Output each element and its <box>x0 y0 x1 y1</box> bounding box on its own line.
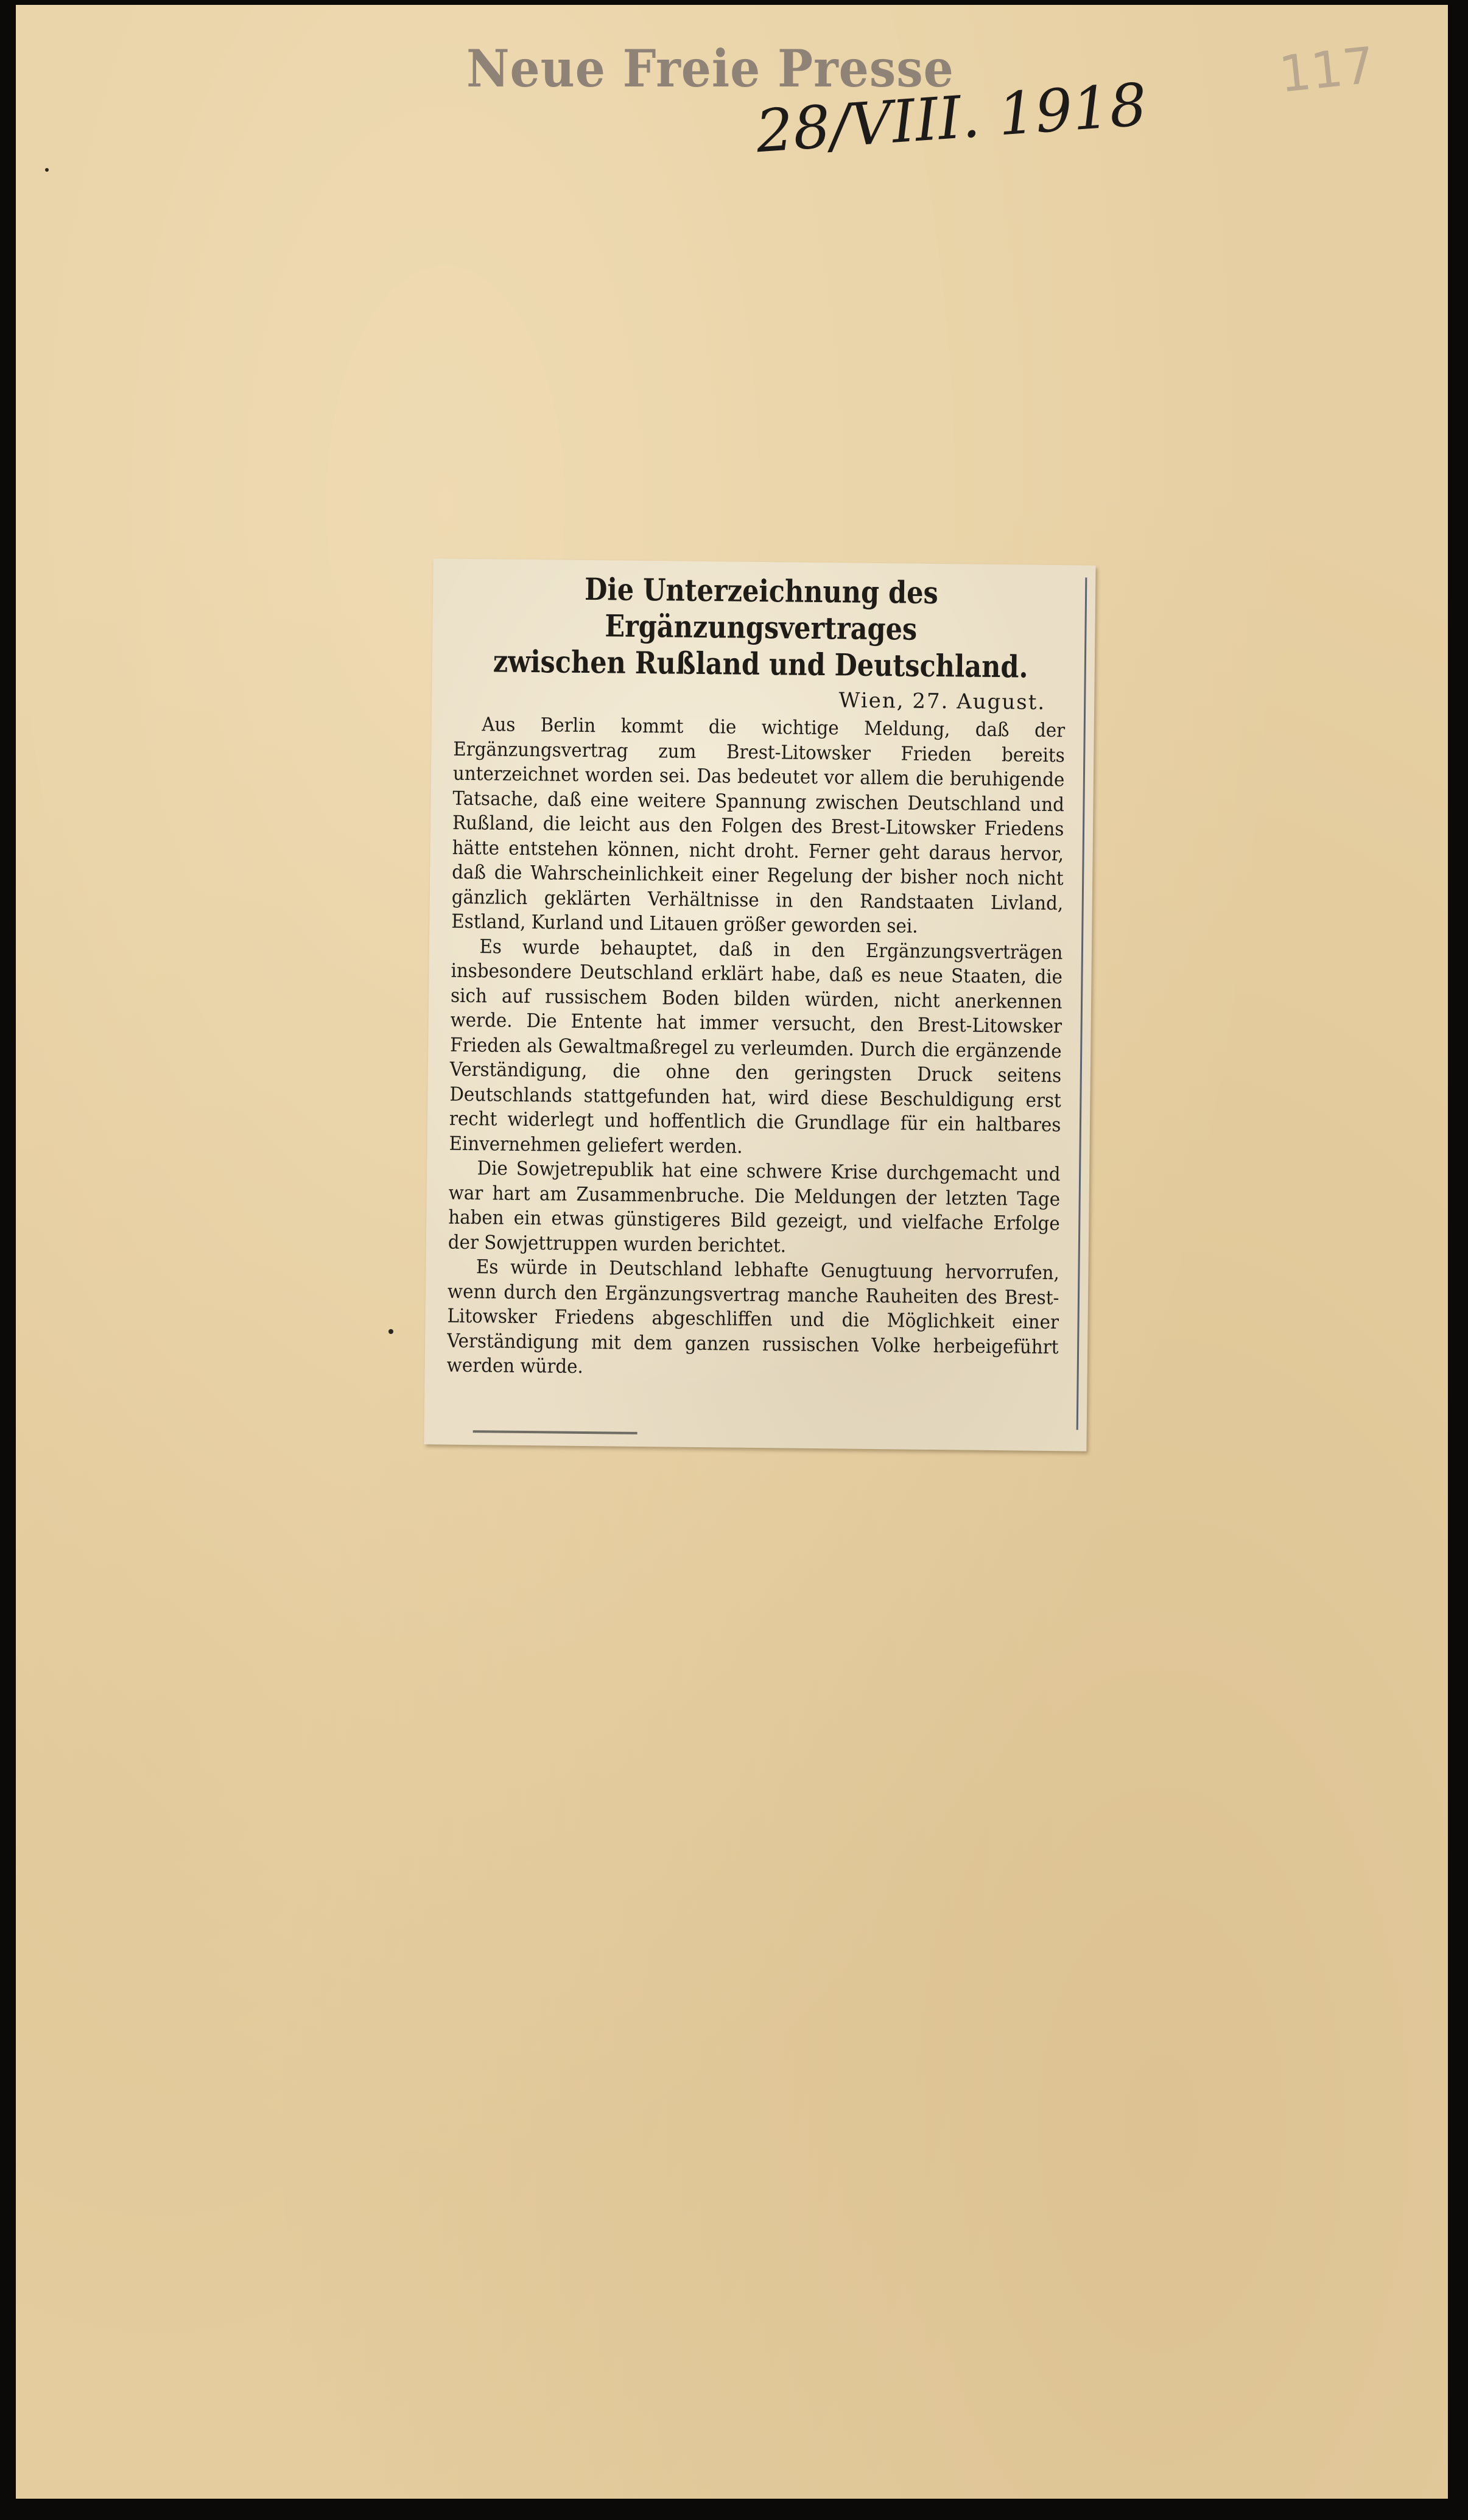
article-end-rule <box>473 1430 637 1434</box>
ink-speck <box>388 1329 393 1334</box>
article-paragraph-3: Die Sowjetrepublik hat eine schwere Krise durchgemacht und war hart am Zusammenbruche. Die Meldungen der letzten Tage haben ein etwas günstigeres Bild gezeigt, und vielfache Erfolge der Sowjettruppen wurden berichtet. <box>448 1157 1061 1257</box>
article-body <box>425 709 1094 1385</box>
headline-line-1: Die Unterzeichnung des Ergänzungsvertrages <box>584 570 939 647</box>
handwritten-date: 28/VIII. 1918 <box>753 70 1150 166</box>
ink-speck <box>45 168 49 172</box>
article-dateline: Wien, 27. August. <box>838 688 1046 715</box>
newspaper-clipping <box>424 558 1095 1451</box>
article-paragraph-2: Es wurde behauptet, daß in den Ergänzungsverträgen insbesondere Deutschland erklärt habe, daß es neue Staaten, die sich auf russischem Boden bilden würden, nicht anerkennen werde. Die Entente hat immer versucht, den Brest-Litowsker Frieden als Gewaltmaßregel zu verleumden. Durch die ergänzende Verständigung, die ohne den geringsten Druck seitens Deutschlands stattgefunden hat, wird diese Beschuldigung erst recht widerlegt und hoffentlich die Grundlage für ein haltbares Einvernehmen geliefert werden. <box>449 935 1063 1158</box>
archive-sheet <box>16 5 1448 2499</box>
article-headline <box>457 559 1060 686</box>
pencil-page-number: 117 <box>1276 37 1378 104</box>
newspaper-stamp: Neue Freie Presse <box>466 38 954 99</box>
headline-line-2: zwischen Rußland und Deutschland. <box>493 643 1028 685</box>
article-paragraph-4: Es würde in Deutschland lebhafte Genugtuung hervorrufen, wenn durch den Ergänzungsvertrag manche Rauheiten des Brest-Litowsker Friedens abgeschliffen und die Möglichkeit einer Verständigung mit dem ganzen russischen Volke herbeigeführt werden würde. <box>446 1256 1060 1378</box>
article-paragraph-1: Aus Berlin kommt die wichtige Meldung, daß der Ergänzungsvertrag zum Brest-Litowsker Frieden bereits unterzeichnet worden sei. Das bedeutet vor allem die beruhigende Tatsache, daß eine weitere Spannung zwischen Deutschland und Rußland, die leicht aus den Folgen des Brest-Litowsker Friedens hätte entstehen können, nicht droht. Ferner geht daraus hervor, daß die Wahrscheinlichkeit einer Regelung der bisher noch nicht gänzlich geklärten Verhältnisse in den Randstaaten Livland, Estland, Kurland und Litauen größer geworden sei. <box>451 714 1066 938</box>
